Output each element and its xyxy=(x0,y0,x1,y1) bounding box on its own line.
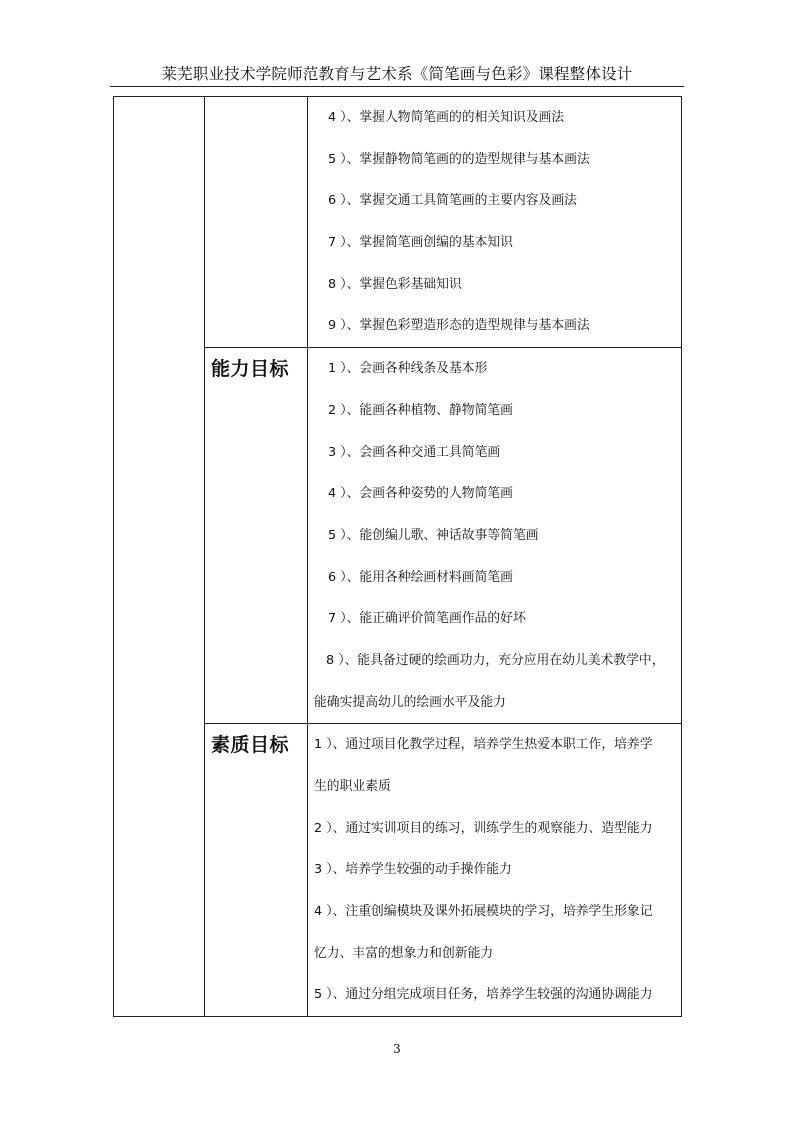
header-title: 莱芜职业技术学院师范教育与艺术系《简笔画与色彩》课程整体设计 xyxy=(161,65,633,83)
ability-goal-5: 5 ）、能创编儿歌、神话故事等简笔画 xyxy=(328,527,539,543)
quality-goal-4: 4 ）、注重创编模块及课外拓展模块的学习，培养学生形象记 xyxy=(314,904,653,920)
ability-goal-7: 7 ）、能正确评价简笔画作品的好坏 xyxy=(328,611,526,627)
ability-goal-4: 4 ）、会画各种姿势的人物简笔画 xyxy=(328,486,513,502)
course-goals-table xyxy=(113,96,682,1017)
ability-goal-6: 6 ）、能用各种绘画材料画简笔画 xyxy=(328,569,513,585)
quality-goal-1: 1 ）、通过项目化教学过程，培养学生热爱本职工作，培养学 xyxy=(314,737,653,753)
knowledge-goal-7: 7 ）、掌握简笔画创编的基本知识 xyxy=(328,235,513,251)
ability-goal-2: 2 ）、能画各种植物、静物简笔画 xyxy=(328,402,513,418)
merged-left-cell xyxy=(114,97,205,1017)
page-header xyxy=(110,60,684,87)
ability-goals-cell xyxy=(308,348,682,724)
knowledge-goal-5: 5 ）、掌握静物简笔画的的造型规律与基本画法 xyxy=(328,151,590,167)
knowledge-goal-9: 9 ）、掌握色彩塑造形态的造型规律与基本画法 xyxy=(328,318,590,334)
quality-goal-5: 5 ）、通过分组完成项目任务，培养学生较强的沟通协调能力 xyxy=(314,987,653,1003)
knowledge-goal-8: 8 ）、掌握色彩基础知识 xyxy=(328,276,462,292)
quality-goal-1-cont: 生的职业素质 xyxy=(314,779,391,794)
ability-goal-1: 1 ）、会画各种线条及基本形 xyxy=(328,361,488,377)
knowledge-goal-4: 4 ）、掌握人物简笔画的的相关知识及画法 xyxy=(328,110,565,125)
quality-goals-label: 素质目标 xyxy=(211,734,290,757)
page-number: 3 xyxy=(393,1042,401,1056)
knowledge-goal-6: 6 ）、掌握交通工具简笔画的主要内容及画法 xyxy=(328,193,577,209)
ability-goal-3: 3 ）、会画各种交通工具简笔画 xyxy=(328,444,501,460)
ability-category-cell xyxy=(205,348,308,724)
quality-category-cell xyxy=(205,724,308,1017)
ability-goal-8: 8 ）、能具备过硬的绘画功力，充分应用在幼儿美术教学中， xyxy=(326,652,665,668)
knowledge-goals-cell xyxy=(308,97,682,348)
quality-goal-2: 2 ）、通过实训项目的练习，训练学生的观察能力、造型能力 xyxy=(314,820,653,836)
ability-goal-8-cont: 能确实提高幼儿的绘画水平及能力 xyxy=(314,694,506,710)
quality-goal-4-cont: 忆力、丰富的想象力和创新能力 xyxy=(314,945,494,961)
ability-goals-label: 能力目标 xyxy=(211,358,290,381)
quality-goals-cell xyxy=(308,724,682,1017)
quality-goal-3: 3 ）、培养学生较强的动手操作能力 xyxy=(314,862,512,878)
knowledge-goals-row xyxy=(114,97,682,348)
knowledge-category-cell xyxy=(205,97,308,348)
